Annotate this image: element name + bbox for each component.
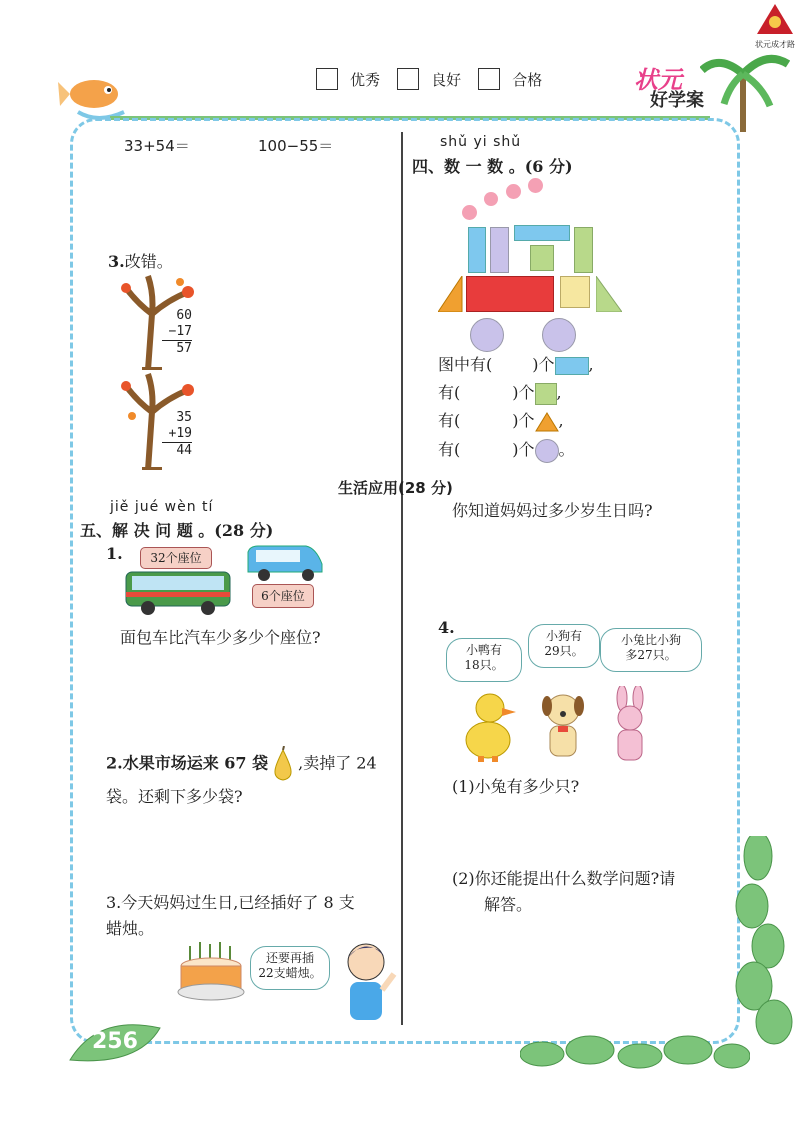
rating-label-pass: 合格 [512, 70, 543, 89]
pink-dot-icon [506, 184, 521, 199]
pink-dot-icon [484, 192, 498, 206]
blue-rect-icon [514, 225, 570, 241]
pink-dot-icon [462, 205, 477, 220]
blue-rect-icon [468, 227, 486, 273]
rabbit-speech-bubble: 小兔比小狗 多27只。 [600, 628, 702, 672]
rating-label-excellent: 优秀 [350, 70, 381, 89]
question-4-1: (1)小兔有多少只? [452, 777, 580, 796]
count-line-4: 有( )个 。 [438, 437, 575, 463]
van-sign: 6个座位 [252, 584, 314, 608]
purple-circle-icon [542, 318, 576, 352]
vertical-calc-2: 35 +19 44 [162, 410, 192, 459]
green-rect-icon [574, 227, 593, 273]
crown-logo-icon [755, 2, 795, 36]
question-4-label: 4. [438, 618, 455, 637]
rating-checkbox-good[interactable] [397, 68, 419, 90]
vertical-calc-1: 60 −17 57 [162, 308, 192, 357]
expression-1: 33+54＝ [124, 137, 190, 155]
duck-icon [458, 690, 520, 768]
dog-speech-bubble: 小狗有 29只。 [528, 624, 600, 668]
rabbit-icon [608, 686, 652, 770]
page-number: 256 [92, 1029, 138, 1054]
orange-triangle-icon [438, 276, 464, 312]
rating-checkbox-pass[interactable] [478, 68, 500, 90]
duck-speech-bubble: 小鸭有 18只。 [446, 638, 522, 682]
green-square-icon [535, 383, 557, 405]
question-1-label: 1. [106, 544, 123, 563]
pear-icon [268, 746, 298, 782]
question-3-question: 你知道妈妈过多少岁生日吗? [452, 501, 653, 520]
brand-title-top: 状元 [634, 65, 682, 94]
section-title: 生活应用(28 分) [338, 479, 453, 497]
purple-rect-icon [490, 227, 509, 273]
green-square-icon [530, 245, 554, 271]
section-4-pinyin: shǔ yi shǔ [440, 134, 522, 150]
logo-text: 状元成才路 [755, 40, 795, 49]
pink-dot-icon [528, 178, 543, 193]
question-2-text: 2.水果市场运来 67 袋 ,卖掉了 24 袋。还剩下多少袋? [106, 746, 377, 812]
count-line-3: 有( )个 , [438, 411, 564, 430]
yellow-square-icon [560, 276, 590, 308]
purple-circle-icon [470, 318, 504, 352]
orange-triangle-icon [535, 412, 559, 432]
rating-label-good: 良好 [431, 70, 462, 89]
rating-row [316, 68, 554, 90]
brand-title-bottom: 好学案 [650, 90, 704, 111]
purple-circle-icon [535, 439, 559, 463]
question-1-text: 面包车比汽车少多少个座位? [120, 628, 321, 647]
question-3-text: 3.今天妈妈过生日,已经插好了 8 支 蜡烛。 [106, 893, 355, 938]
column-divider [401, 132, 403, 1025]
candle-speech-bubble: 还要再插 22支蜡烛。 [250, 946, 330, 990]
count-line-2: 有( )个 , [438, 380, 562, 405]
brand-logo [752, 2, 798, 48]
count-line-1: 图中有( )个 , [438, 355, 594, 374]
cake-icon [176, 940, 246, 1006]
rating-checkbox-excellent[interactable] [316, 68, 338, 90]
dog-icon [538, 690, 588, 768]
boy-icon [338, 940, 398, 1028]
van-icon [244, 542, 326, 588]
leaves-bottom-icon [520, 1030, 750, 1084]
expression-2: 100−55＝ [258, 137, 334, 155]
bus-icon [124, 568, 232, 620]
question-3-title: 3.改错。 [108, 252, 173, 271]
blue-rect-icon [555, 357, 589, 375]
question-4-2: (2)你还能提出什么数学问题?请 解答。 [452, 869, 676, 914]
section-4-title: 四、数 一 数 。(6 分) [412, 157, 573, 176]
shapes-train-figure [430, 172, 630, 356]
red-rect-icon [466, 276, 554, 312]
green-triangle-icon [596, 276, 622, 312]
bus-sign: 32个座位 [140, 547, 212, 569]
section-5-title: 五、解 决 问 题 。(28 分) [80, 521, 274, 540]
section-5-pinyin: jiě jué wèn tí [110, 499, 214, 515]
leaves-decoration-icon [718, 836, 798, 1050]
